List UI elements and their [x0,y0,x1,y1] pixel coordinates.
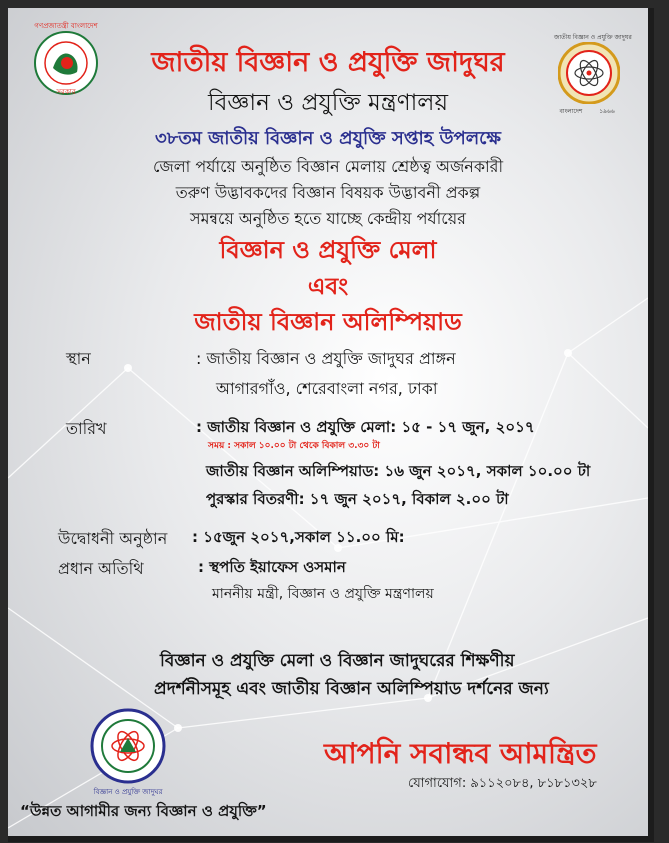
opening-value: : ১৫জুন ২০১৭,সকাল ১১.০০ মি: [192,528,405,546]
venue-line-1: : জাতীয় বিজ্ঞান ও প্রযুক্তি জাদুঘর প্রাঙ্গন [196,349,456,368]
govt-seal-text: গণপ্রজাতন্ত্রী বাংলাদেশ [34,22,98,30]
contact-text: যোগাযোগ: ৯১১২০৮৪, ৮১৮১৩২৮ [408,776,597,791]
guest-name: : স্থপতি ইয়াফেস ওসমান [198,558,346,576]
guest-title: মাননীয় মন্ত্রী, বিজ্ঞান ও প্রযুক্তি মন্ত্রণালয় [212,586,434,602]
conjunction-text: এবং [307,274,349,300]
event-fair-title: বিজ্ঞান ও প্রযুক্তি মেলা [219,236,437,264]
invite-line-2: প্রদর্শনীসমূহ এবং জাতীয় বিজ্ঞান অলিম্পিয়াড দর্শনের জন্য [154,679,549,699]
museum-seal-sub: বাংলাদেশ [559,108,583,115]
venue-line-2: আগারগাঁও, শেরেবাংলা নগর, ঢাকা [216,379,438,398]
date-prize: পুরস্কার বিতরণী: ১৭ জুন ২০১৭, বিকাল ২.০০ টা [206,490,509,508]
guest-label: প্রধান অতিথি [58,559,144,578]
occasion-title: ৩৮তম জাতীয় বিজ্ঞান ও প্রযুক্তি সপ্তাহ উপলক্ষে [155,128,501,149]
intro-line-1: জেলা পর্যায়ে অনুষ্ঠিত বিজ্ঞান মেলায় শ্রেষ্ঠত্ব অর্জনকারী [152,157,504,176]
museum-seal-year: ১৯৬৬ [599,108,615,115]
bottom-seal-text: বিজ্ঞান ও প্রযুক্তি জাদুঘর [93,788,163,796]
date-fair-time: সময় : সকাল ১০.০০ টা থেকে বিকাল ৩.৩০ টা [208,441,380,451]
venue-label: স্থান [66,349,91,368]
science-museum-seal [90,708,166,784]
govt-seal-sub: সরকার [56,88,76,96]
museum-title: জাতীয় বিজ্ঞান ও প্রযুক্তি জাদুঘর [151,47,505,78]
museum-seal-text: জাতীয় বিজ্ঞান ও প্রযুক্তি জাদুঘর [554,34,632,41]
date-olympiad: জাতীয় বিজ্ঞান অলিম্পিয়াড: ১৬ জুন ২০১৭, সকাল ১০.০০ টা [206,462,591,480]
slogan-text: “উন্নত আগামীর জন্য বিজ্ঞান ও প্রযুক্তি” [20,802,267,820]
invitation-text: আপনি সবান্ধব আমন্ত্রিত [324,737,597,770]
event-olympiad-title: জাতীয় বিজ্ঞান অলিম্পিয়াড [194,308,462,336]
invitation-poster [8,8,654,842]
ministry-title: বিজ্ঞান ও প্রযুক্তি মন্ত্রণালয় [208,90,448,116]
date-label: তারিখ [66,419,107,438]
intro-line-3: সমন্বয়ে অনুষ্ঠিত হতে যাচ্ছে কেন্দ্রীয় পর্যায়ের [190,209,466,228]
date-fair: : জাতীয় বিজ্ঞান ও প্রযুক্তি মেলা: ১৫ - ১৭ জুন, ২০১৭ [196,418,535,436]
opening-label: উদ্বোধনী অনুষ্ঠান [58,529,168,548]
intro-line-2: তরুণ উদ্ভাবকদের বিজ্ঞান বিষয়ক উদ্ভাবনী প্রকল্প [175,183,481,202]
invite-line-1: বিজ্ঞান ও প্রযুক্তি মেলা ও বিজ্ঞান জাদুঘরের শিক্ষণীয় [160,651,515,671]
